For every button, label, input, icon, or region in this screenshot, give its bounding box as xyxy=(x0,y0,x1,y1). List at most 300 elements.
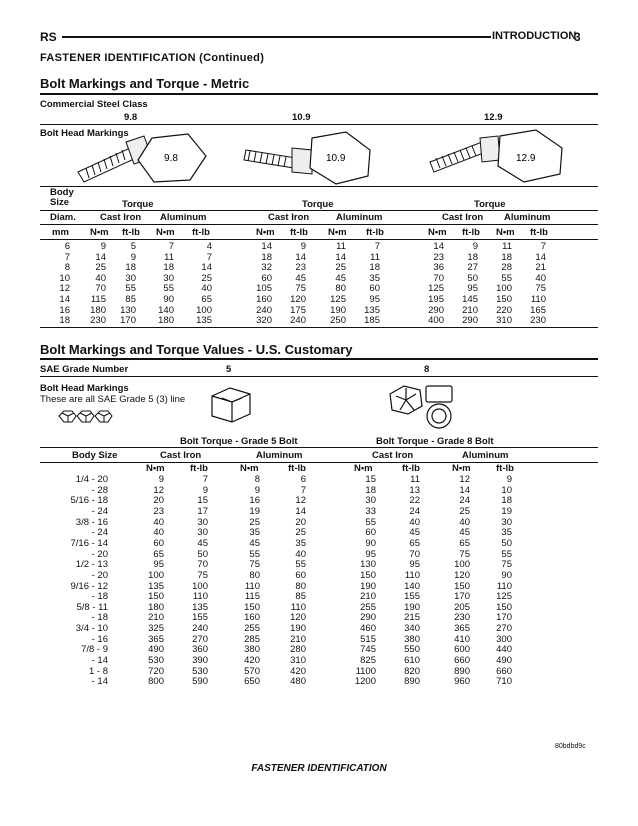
g109-al-nm-cell: 125 xyxy=(330,294,346,305)
metric-rule-1 xyxy=(40,124,598,125)
header-left: RS xyxy=(40,30,57,44)
g5-ci-nm-cell: 490 xyxy=(148,644,164,656)
g8-ci-nm-cell: 1200 xyxy=(354,676,376,688)
g8-ci-ft-cell: 380 xyxy=(404,633,420,645)
g8-al-nm-cell: 24 xyxy=(459,495,470,507)
g98-ci-ft-cell: 30 xyxy=(125,272,136,284)
g5-ci-ft-cell: 15 xyxy=(197,495,208,507)
grade5-line-heads-icon xyxy=(58,410,114,428)
us-grade-note: These are all SAE Grade 5 (3) line xyxy=(40,394,186,405)
g129-ci-nm-cell: 400 xyxy=(428,315,444,327)
us-title: Bolt Markings and Torque Values - U.S. Customary xyxy=(40,342,353,357)
g5-ci-nm-cell: 325 xyxy=(148,623,164,635)
g5-ci-ft-cell: 270 xyxy=(192,633,208,645)
metric-diam-cell: 6 xyxy=(64,241,70,252)
us-ft-h-3: ft-lb xyxy=(402,463,420,474)
g8-ci-ft-cell: 190 xyxy=(404,601,420,613)
us-size-cell: 7/8 - 9 xyxy=(81,644,108,656)
g129-ci-ft-cell: 50 xyxy=(467,272,478,284)
g8-al-ft-cell: 150 xyxy=(496,601,512,613)
g5-ci-nm-cell: 150 xyxy=(148,591,164,603)
g109-al-ft-cell: 11 xyxy=(370,251,380,263)
torque-label-2: Torque xyxy=(302,199,334,210)
g8-ci-ft-cell: 40 xyxy=(409,516,420,528)
g5-al-nm-cell: 19 xyxy=(249,505,260,517)
g5-ci-nm-cell: 65 xyxy=(153,548,164,560)
g8-al-nm-cell: 12 xyxy=(459,474,470,485)
g5-al-nm-cell: 8 xyxy=(254,474,260,485)
torque-label-1: Torque xyxy=(122,199,154,210)
nm-h-2: N•m xyxy=(156,227,175,238)
figure-caption: FASTENER IDENTIFICATION xyxy=(251,763,387,774)
g5-ci-ft-cell: 30 xyxy=(197,516,208,528)
g8-ci-nm-cell: 18 xyxy=(365,484,376,496)
g129-ci-nm-cell: 23 xyxy=(433,251,444,263)
ft-h-2: ft-lb xyxy=(192,227,210,238)
g5-ci-ft-cell: 17 xyxy=(197,505,208,517)
section-subheading: FASTENER IDENTIFICATION (Continued) xyxy=(40,52,265,64)
us-size-cell: - 24 xyxy=(91,505,108,517)
g5-al-nm-cell: 115 xyxy=(244,591,260,603)
metric-title-rule xyxy=(40,93,598,95)
us-title-rule xyxy=(40,358,598,360)
g129-al-ft-cell: 14 xyxy=(535,251,546,263)
torque-label-3: Torque xyxy=(474,199,506,210)
g8-ci-nm-cell: 745 xyxy=(360,644,376,656)
g98-al-nm-cell: 140 xyxy=(158,304,174,316)
g5-al-ft-cell: 110 xyxy=(290,601,306,613)
g129-al-ft-cell: 7 xyxy=(540,241,546,252)
g8-ci-nm-cell: 290 xyxy=(360,612,376,624)
us-size-cell: - 20 xyxy=(91,569,108,581)
metric-rule-2 xyxy=(40,186,598,187)
g8-al-ft-cell: 18 xyxy=(501,495,512,507)
g98-al-ft-cell: 65 xyxy=(201,294,212,305)
g8-al-nm-cell: 45 xyxy=(459,527,470,539)
us-size-cell: 7/16 - 14 xyxy=(70,537,108,549)
g129-ci-ft-cell: 210 xyxy=(462,304,478,316)
g8-ci-ft-cell: 22 xyxy=(409,495,420,507)
bolt-9-8-icon xyxy=(60,128,210,186)
g5-al-ft-cell: 60 xyxy=(295,569,306,581)
g129-al-ft-cell: 165 xyxy=(530,304,546,316)
g5-ci-nm-cell: 60 xyxy=(153,537,164,549)
g98-al-nm-cell: 90 xyxy=(163,294,174,305)
g8-ci-ft-cell: 110 xyxy=(404,569,420,581)
g8-al-ft-cell: 75 xyxy=(501,559,512,571)
g109-ci-ft-cell: 75 xyxy=(295,283,306,295)
us-ft-h-1: ft-lb xyxy=(190,463,208,474)
g109-al-ft-cell: 135 xyxy=(364,304,380,316)
g8-al-nm-cell: 65 xyxy=(459,537,470,549)
g5-al-nm-cell: 16 xyxy=(249,495,260,507)
g8-al-nm-cell: 410 xyxy=(454,633,470,645)
g109-al-nm-cell: 190 xyxy=(330,304,346,316)
us-size-cell: - 18 xyxy=(91,591,108,603)
g5-ci-nm-cell: 40 xyxy=(153,516,164,528)
g129-al-nm-cell: 55 xyxy=(501,272,512,284)
us-ft-h-2: ft-lb xyxy=(288,463,306,474)
g5-ci-ft-cell: 155 xyxy=(192,612,208,624)
g129-ci-ft-cell: 290 xyxy=(462,315,478,327)
metric-rule-3 xyxy=(40,210,598,211)
nm-h-1: N•m xyxy=(90,227,109,238)
g5-al-nm-cell: 55 xyxy=(249,548,260,560)
metric-diam-cell: 12 xyxy=(59,283,70,295)
g5-al-nm-cell: 150 xyxy=(244,601,260,613)
g5-ci-nm-cell: 40 xyxy=(153,527,164,539)
grade5-bolt-head-icon xyxy=(208,384,258,428)
metric-diam-cell: 8 xyxy=(64,262,70,274)
g5-al-nm-cell: 380 xyxy=(244,644,260,656)
metric-diam-cell: 16 xyxy=(59,304,70,316)
g5-ci-ft-cell: 110 xyxy=(192,591,208,603)
g5-ci-nm-cell: 530 xyxy=(148,655,164,667)
nm-h-6: N•m xyxy=(496,227,515,238)
us-size-cell: 1 - 8 xyxy=(88,665,108,677)
g8-ci-ft-cell: 340 xyxy=(404,623,420,635)
g8-al-nm-cell: 170 xyxy=(454,591,470,603)
g8-ci-nm-cell: 515 xyxy=(360,633,376,645)
g109-ci-ft-cell: 23 xyxy=(295,262,306,274)
g129-ci-ft-cell: 27 xyxy=(467,262,478,274)
sae-grade-label: SAE Grade Number xyxy=(40,364,129,375)
g98-ci-ft-cell: 55 xyxy=(125,283,136,295)
grade8-bolt-head-icon xyxy=(386,382,462,430)
metric-diam-cell: 10 xyxy=(59,272,70,284)
g129-ci-nm-cell: 125 xyxy=(428,283,444,295)
g98-ci-nm-cell: 180 xyxy=(90,304,106,316)
g98-al-ft-cell: 14 xyxy=(201,262,212,274)
g109-ci-ft-cell: 9 xyxy=(300,241,306,252)
us-size-cell: 1/2 - 13 xyxy=(75,559,108,571)
g8-ci-ft-cell: 65 xyxy=(409,537,420,549)
g5-al-ft-cell: 190 xyxy=(290,623,306,635)
g5-al-nm-cell: 285 xyxy=(244,633,260,645)
g8-ci-ft-cell: 24 xyxy=(409,505,420,517)
g109-al-ft-cell: 60 xyxy=(369,283,380,295)
g109-al-ft-cell: 95 xyxy=(369,294,380,305)
g8-al-ft-cell: 300 xyxy=(496,633,512,645)
bolt-12-9-head-label: 12.9 xyxy=(516,153,536,164)
g129-al-nm-cell: 220 xyxy=(496,304,512,316)
g109-al-ft-cell: 185 xyxy=(364,315,380,327)
g109-al-nm-cell: 11 xyxy=(336,241,346,252)
us-nm-h-3: N•m xyxy=(354,463,373,474)
ft-h-1: ft-lb xyxy=(122,227,140,238)
g8-ci-nm-cell: 55 xyxy=(365,516,376,528)
g5-al-ft-cell: 120 xyxy=(290,612,306,624)
g5-al-ft-cell: 420 xyxy=(290,665,306,677)
g109-ci-ft-cell: 175 xyxy=(290,304,306,316)
g109-ci-nm-cell: 320 xyxy=(256,315,272,327)
g8-ci-nm-cell: 33 xyxy=(365,505,376,517)
metric-rule-5 xyxy=(40,239,598,240)
g5-al-ft-cell: 25 xyxy=(295,527,306,539)
g5-ci-nm-cell: 135 xyxy=(148,580,164,592)
g5-al-ft-cell: 12 xyxy=(295,495,306,507)
us-body-size-label: Body Size xyxy=(72,450,118,461)
us-size-cell: 5/16 - 18 xyxy=(70,495,108,507)
g98-al-ft-cell: 25 xyxy=(201,272,212,284)
header-rule xyxy=(62,36,491,38)
commercial-class-label: Commercial Steel Class xyxy=(40,99,148,110)
g5-ci-ft-cell: 590 xyxy=(192,676,208,688)
us-ci-label-2: Cast Iron xyxy=(372,450,414,461)
g5-ci-ft-cell: 390 xyxy=(192,655,208,667)
g98-al-ft-cell: 7 xyxy=(206,251,212,263)
g109-ci-ft-cell: 120 xyxy=(290,294,306,305)
g5-ci-ft-cell: 7 xyxy=(202,474,208,485)
g8-al-nm-cell: 600 xyxy=(454,644,470,656)
g8-al-nm-cell: 365 xyxy=(454,623,470,635)
g8-ci-nm-cell: 825 xyxy=(360,655,376,667)
header-title: INTRODUCTION xyxy=(492,30,577,42)
us-size-cell: - 20 xyxy=(91,548,108,560)
g109-ci-nm-cell: 60 xyxy=(261,272,272,284)
us-size-cell: - 28 xyxy=(91,484,108,496)
g129-ci-ft-cell: 145 xyxy=(462,294,478,305)
g8-ci-ft-cell: 155 xyxy=(404,591,420,603)
g5-al-nm-cell: 570 xyxy=(244,665,260,677)
g8-ci-nm-cell: 130 xyxy=(360,559,376,571)
g109-ci-nm-cell: 160 xyxy=(256,294,272,305)
g8-al-ft-cell: 710 xyxy=(496,676,512,688)
g8-ci-nm-cell: 190 xyxy=(360,580,376,592)
g109-ci-ft-cell: 14 xyxy=(295,251,306,263)
g8-al-ft-cell: 35 xyxy=(501,527,512,539)
nm-h-5: N•m xyxy=(428,227,447,238)
g5-ci-ft-cell: 100 xyxy=(192,580,208,592)
g129-ci-ft-cell: 9 xyxy=(472,241,478,252)
g109-ci-nm-cell: 32 xyxy=(261,262,272,274)
grade-12-9-label: 12.9 xyxy=(484,112,503,123)
page-number: 3 xyxy=(574,30,581,44)
g129-ci-nm-cell: 70 xyxy=(433,272,444,284)
g98-ci-ft-cell: 170 xyxy=(120,315,136,327)
grade5-torque-label: Bolt Torque - Grade 5 Bolt xyxy=(180,436,298,447)
body-label: Body xyxy=(50,187,74,198)
metric-rule-4 xyxy=(40,224,598,225)
g8-ci-ft-cell: 140 xyxy=(404,580,420,592)
g8-al-nm-cell: 14 xyxy=(459,484,470,496)
body-size-label xyxy=(50,188,74,208)
g8-al-nm-cell: 120 xyxy=(454,569,470,581)
g5-al-nm-cell: 75 xyxy=(249,559,260,571)
us-nm-h-2: N•m xyxy=(240,463,259,474)
g8-ci-ft-cell: 11 xyxy=(410,474,420,485)
g98-al-nm-cell: 7 xyxy=(168,241,174,252)
g5-ci-ft-cell: 135 xyxy=(192,601,208,613)
figure-code: 80bdbd9c xyxy=(555,743,586,750)
g109-al-nm-cell: 250 xyxy=(330,315,346,327)
g8-al-ft-cell: 490 xyxy=(496,655,512,667)
metric-diam-cell: 7 xyxy=(64,251,70,263)
g5-al-nm-cell: 25 xyxy=(249,516,260,528)
g8-ci-ft-cell: 13 xyxy=(409,484,420,496)
us-ci-label-1: Cast Iron xyxy=(160,450,202,461)
g98-al-ft-cell: 100 xyxy=(196,304,212,316)
ci-label-3: Cast Iron xyxy=(442,212,484,223)
metric-diam-cell: 18 xyxy=(59,315,70,327)
g129-al-nm-cell: 310 xyxy=(496,315,512,327)
g8-ci-nm-cell: 95 xyxy=(365,548,376,560)
us-rule-3 xyxy=(40,462,598,463)
g5-ci-nm-cell: 210 xyxy=(148,612,164,624)
g5-al-ft-cell: 6 xyxy=(300,474,306,485)
g5-ci-ft-cell: 240 xyxy=(192,623,208,635)
g8-ci-nm-cell: 60 xyxy=(365,527,376,539)
us-ft-h-4: ft-lb xyxy=(496,463,514,474)
g5-al-nm-cell: 160 xyxy=(244,612,260,624)
g109-ci-nm-cell: 18 xyxy=(261,251,272,263)
g8-al-nm-cell: 660 xyxy=(454,655,470,667)
g5-al-ft-cell: 480 xyxy=(290,676,306,688)
g129-al-nm-cell: 11 xyxy=(502,241,512,252)
us-size-cell: - 16 xyxy=(91,633,108,645)
g109-ci-ft-cell: 45 xyxy=(295,272,306,284)
g129-ci-ft-cell: 18 xyxy=(467,251,478,263)
us-size-cell: - 14 xyxy=(91,676,108,688)
g5-al-nm-cell: 9 xyxy=(254,484,260,496)
g8-ci-nm-cell: 210 xyxy=(360,591,376,603)
diam-label: Diam. xyxy=(50,212,76,223)
us-nm-h-1: N•m xyxy=(146,463,165,474)
g8-al-ft-cell: 170 xyxy=(496,612,512,624)
bolt-10-9-head-label: 10.9 xyxy=(326,153,346,164)
bolt-12-9-icon xyxy=(424,128,574,186)
us-al-label-1: Aluminum xyxy=(256,450,303,461)
g98-ci-nm-cell: 115 xyxy=(90,294,106,305)
g109-ci-nm-cell: 240 xyxy=(256,304,272,316)
g98-al-nm-cell: 30 xyxy=(163,272,174,284)
grade-9-8-label: 9.8 xyxy=(124,112,138,123)
g8-al-nm-cell: 40 xyxy=(459,516,470,528)
g8-al-nm-cell: 205 xyxy=(454,601,470,613)
g109-al-nm-cell: 14 xyxy=(335,251,346,263)
g98-al-nm-cell: 55 xyxy=(163,283,174,295)
g98-ci-nm-cell: 70 xyxy=(95,283,106,295)
g8-ci-nm-cell: 150 xyxy=(360,569,376,581)
g8-al-nm-cell: 25 xyxy=(459,505,470,517)
g129-al-ft-cell: 40 xyxy=(535,272,546,284)
us-size-cell: 9/16 - 12 xyxy=(70,580,108,592)
us-rule-2 xyxy=(40,447,598,448)
g5-al-nm-cell: 420 xyxy=(244,655,260,667)
g129-al-ft-cell: 110 xyxy=(530,294,546,305)
g129-al-ft-cell: 75 xyxy=(535,283,546,295)
g5-ci-ft-cell: 360 xyxy=(192,644,208,656)
g109-ci-nm-cell: 14 xyxy=(261,241,272,252)
grade8-torque-label: Bolt Torque - Grade 8 Bolt xyxy=(376,436,494,447)
g5-al-ft-cell: 280 xyxy=(290,644,306,656)
g98-ci-ft-cell: 85 xyxy=(125,294,136,305)
g5-ci-ft-cell: 530 xyxy=(192,665,208,677)
g5-al-ft-cell: 55 xyxy=(295,559,306,571)
g5-al-ft-cell: 80 xyxy=(295,580,306,592)
g98-al-ft-cell: 4 xyxy=(206,241,212,252)
ft-h-4: ft-lb xyxy=(366,227,384,238)
g5-al-nm-cell: 650 xyxy=(244,676,260,688)
g5-al-ft-cell: 20 xyxy=(295,516,306,528)
g5-ci-nm-cell: 20 xyxy=(153,495,164,507)
g5-al-ft-cell: 310 xyxy=(290,655,306,667)
g5-ci-nm-cell: 100 xyxy=(148,569,164,581)
bolt-10-9-icon xyxy=(236,128,386,186)
g129-ci-nm-cell: 14 xyxy=(433,241,444,252)
bolt-9-8-head-label: 9.8 xyxy=(164,153,178,164)
al-label-2: Aluminum xyxy=(336,212,383,223)
g8-al-ft-cell: 30 xyxy=(501,516,512,528)
g109-ci-nm-cell: 105 xyxy=(256,283,272,295)
metric-title: Bolt Markings and Torque - Metric xyxy=(40,76,250,91)
g5-al-nm-cell: 255 xyxy=(244,623,260,635)
bolt-head-markings-label: Bolt Head Markings xyxy=(40,128,129,139)
g5-ci-ft-cell: 75 xyxy=(197,569,208,581)
g5-ci-ft-cell: 9 xyxy=(202,484,208,496)
ci-label-2: Cast Iron xyxy=(268,212,310,223)
g129-al-ft-cell: 21 xyxy=(535,262,546,274)
g129-ci-nm-cell: 290 xyxy=(428,304,444,316)
g98-al-nm-cell: 11 xyxy=(164,251,174,263)
g98-ci-nm-cell: 9 xyxy=(100,241,106,252)
g129-al-nm-cell: 100 xyxy=(496,283,512,295)
g5-al-nm-cell: 110 xyxy=(244,580,260,592)
us-size-cell: 1/4 - 20 xyxy=(75,474,108,485)
g8-ci-ft-cell: 890 xyxy=(404,676,420,688)
g8-ci-ft-cell: 215 xyxy=(404,612,420,624)
mm-label: mm xyxy=(52,227,69,238)
us-size-cell: - 18 xyxy=(91,612,108,624)
g129-ci-ft-cell: 95 xyxy=(467,283,478,295)
g8-al-ft-cell: 440 xyxy=(496,644,512,656)
metric-diam-cell: 14 xyxy=(59,294,70,305)
g98-ci-ft-cell: 130 xyxy=(120,304,136,316)
g5-ci-ft-cell: 30 xyxy=(197,527,208,539)
g5-al-ft-cell: 85 xyxy=(295,591,306,603)
ci-label-1: Cast Iron xyxy=(100,212,142,223)
g8-ci-nm-cell: 15 xyxy=(365,474,376,485)
ft-h-6: ft-lb xyxy=(530,227,548,238)
g5-ci-nm-cell: 800 xyxy=(148,676,164,688)
g8-al-ft-cell: 90 xyxy=(501,569,512,581)
g5-ci-nm-cell: 365 xyxy=(148,633,164,645)
us-nm-h-4: N•m xyxy=(452,463,471,474)
sae-grade-8: 8 xyxy=(424,364,430,375)
g129-al-nm-cell: 150 xyxy=(496,294,512,305)
g98-ci-ft-cell: 9 xyxy=(130,251,136,263)
g109-al-nm-cell: 25 xyxy=(335,262,346,274)
g8-al-nm-cell: 960 xyxy=(454,676,470,688)
g109-al-nm-cell: 80 xyxy=(335,283,346,295)
g98-ci-ft-cell: 18 xyxy=(125,262,136,274)
size-label: Size xyxy=(50,197,70,208)
g98-al-ft-cell: 135 xyxy=(196,315,212,327)
g8-al-ft-cell: 19 xyxy=(501,505,512,517)
g5-ci-ft-cell: 50 xyxy=(197,548,208,560)
al-label-3: Aluminum xyxy=(504,212,551,223)
us-size-cell: 3/8 - 16 xyxy=(75,516,108,528)
g8-al-ft-cell: 10 xyxy=(501,484,512,496)
us-size-cell: - 24 xyxy=(91,527,108,539)
g5-al-nm-cell: 45 xyxy=(249,537,260,549)
g109-al-ft-cell: 35 xyxy=(369,272,380,284)
us-al-label-2: Aluminum xyxy=(462,450,509,461)
g8-al-ft-cell: 270 xyxy=(496,623,512,635)
g98-ci-nm-cell: 40 xyxy=(95,272,106,284)
g5-al-nm-cell: 35 xyxy=(249,527,260,539)
g98-al-nm-cell: 18 xyxy=(163,262,174,274)
